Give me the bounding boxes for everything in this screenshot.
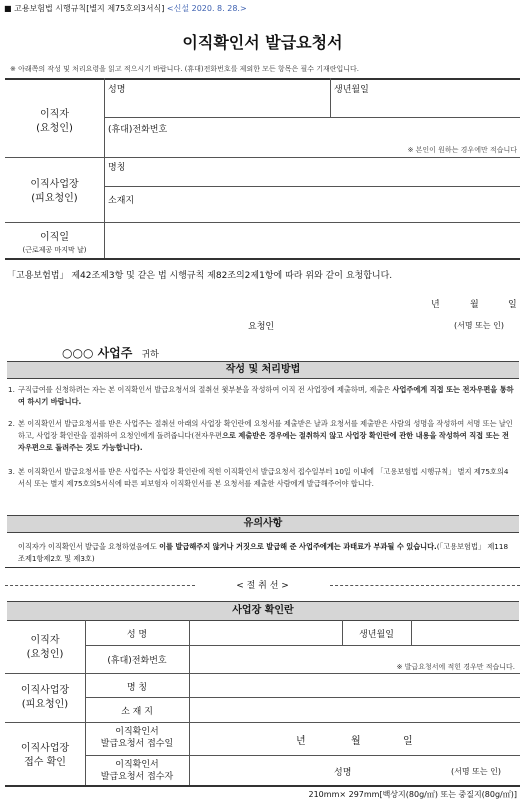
request-statement: 「고용보험법」 제42조제3항 및 같은 법 시행규칙 제82조의2제1항에 따라 위와 같이 요청합니다.	[7, 271, 393, 281]
table-top-border	[5, 78, 520, 80]
workplace-address-field[interactable]: 소재지	[108, 196, 135, 206]
receipt-label: 이직사업장 접수 확인	[20, 743, 70, 768]
caution-header: 유의사항	[7, 515, 519, 533]
receiver-name-label: 성명	[334, 768, 352, 778]
confirm-birth-label: 생년월일	[359, 630, 394, 640]
cut-line-label: < 절 취 선 >	[236, 581, 289, 591]
applicant-birth-field[interactable]: 생년월일	[334, 85, 369, 95]
workplace-name-field[interactable]: 명칭	[108, 163, 126, 173]
instruction-notice: ※ 아래쪽의 작성 및 처리요령을 읽고 적으시기 바랍니다. (휴대)전화번호를 제외한 모든 항목은 필수 기재란입니다.	[10, 65, 359, 73]
confirm-workplace-label: 이직사업장 (피요청인)	[20, 685, 70, 710]
method-item-2: 2. 본 이직확인서 발급요청서를 받은 사업주는 절취선 아래의 사업장 확인란에 요청서를 제출받은 날과 요청서를 제출받은 사람의 성명을 작성하여 서명 또는 날인하고, 사업장 확인란을 절취하여 요청인에게 돌려줍니다(전자우편으로 제출받은 경우에는 절취하지 않고 사업장 확인란에 관한 내용을 작성하여 직접 또는 전자우편으로 돌려주는 것도 가능합니다).	[8, 419, 513, 452]
receiver-label: 이직확인서 발급요청서 접수자	[100, 760, 174, 782]
paper-spec: 210mm× 297mm[백상지(80g/㎡) 또는 중질지(80g/㎡)]	[308, 790, 517, 799]
requester-sign[interactable]: (서명 또는 인)	[454, 321, 504, 330]
receiver-sign[interactable]: (서명 또는 인)	[451, 767, 501, 776]
requester-label: 요청인	[248, 322, 275, 332]
receipt-day[interactable]: 일	[403, 736, 413, 747]
date-day: 일	[508, 300, 517, 310]
confirm-wp-address-field[interactable]	[191, 699, 518, 721]
page-title: 이직확인서 발급요청서	[182, 33, 343, 52]
cut-line-left	[5, 585, 195, 586]
method-header: 작성 및 처리방법	[7, 361, 519, 379]
confirm-phone-note: ※ 발급요청서에 적힌 경우만 적습니다.	[396, 663, 515, 671]
confirm-header: 사업장 확인란	[7, 601, 519, 621]
addressee: ○○○ 사업주 귀하	[62, 346, 159, 360]
method-item-1: 1. 구직급여를 신청하려는 자는 본 이직확인서 발급요청서의 절취선 윗부분을 작성하여 이직 전 사업장에 제출하며, 제출은 사업주에게 직접 또는 전자우편을 통하여 하시기 바랍니다.	[8, 385, 514, 406]
applicant-name-field[interactable]: 성명	[108, 85, 126, 95]
receipt-date-label: 이직확인서 발급요청서 접수일	[100, 727, 174, 749]
leave-date-field[interactable]	[106, 224, 518, 256]
phone-note: ※ 본인이 원하는 경우에만 적습니다	[407, 146, 517, 154]
form-reference	[4, 3, 247, 14]
caution-text: 이직자가 이직확인서 발급을 요청하였음에도 이를 발급해주지 않거나 거짓으로 발급해 준 사업주에게는 과태료가 부과될 수 있습니다.(「고용보험법」 제118조제1항제2호 및 제3호)	[18, 542, 509, 563]
confirm-wp-name-label: 명 칭	[126, 683, 148, 693]
confirm-wp-name-field[interactable]	[191, 675, 518, 696]
cut-line-right	[330, 585, 520, 586]
confirm-name-label: 성 명	[126, 630, 148, 640]
amend-note: <신설 2020. 8. 28.>	[166, 4, 247, 13]
applicant-phone-field[interactable]: (휴대)전화번호	[108, 125, 168, 135]
leave-date-label: 이직일 (근로제공 마지막 날)	[22, 232, 87, 254]
workplace-label: 이직사업장 (피요청인)	[30, 179, 79, 204]
receipt-year[interactable]: 년	[296, 736, 306, 747]
confirm-applicant-label: 이직자 (요청인)	[26, 635, 64, 660]
applicant-label: 이직자 (요청인)	[36, 109, 73, 134]
receipt-month[interactable]: 월	[351, 736, 361, 747]
form-prefix: ■ 고용보험법 시행규칙[별지 제75호의3서식]	[4, 4, 165, 13]
confirm-phone-label: (휴대)전화번호	[107, 656, 167, 666]
date-year: 년	[431, 300, 440, 310]
confirm-wp-address-label: 소 재 지	[121, 707, 153, 717]
confirm-birth-field[interactable]	[413, 622, 518, 644]
confirm-name-field[interactable]	[191, 622, 340, 644]
method-item-3: 3. 본 이직확인서 발급요청서를 받은 사업주는 사업장 확인란에 적힌 이직확인서 발급요청서 접수일부터 10일 이내에 「고용보험법 시행규칙」 별지 제75호의4서식 또는 별지 제75호의5서식에 따른 피보험자 이직확인서를 본 요청서를 제출한 사람에게 발급해주어야 합니다.	[8, 467, 509, 488]
date-month: 월	[470, 300, 479, 310]
